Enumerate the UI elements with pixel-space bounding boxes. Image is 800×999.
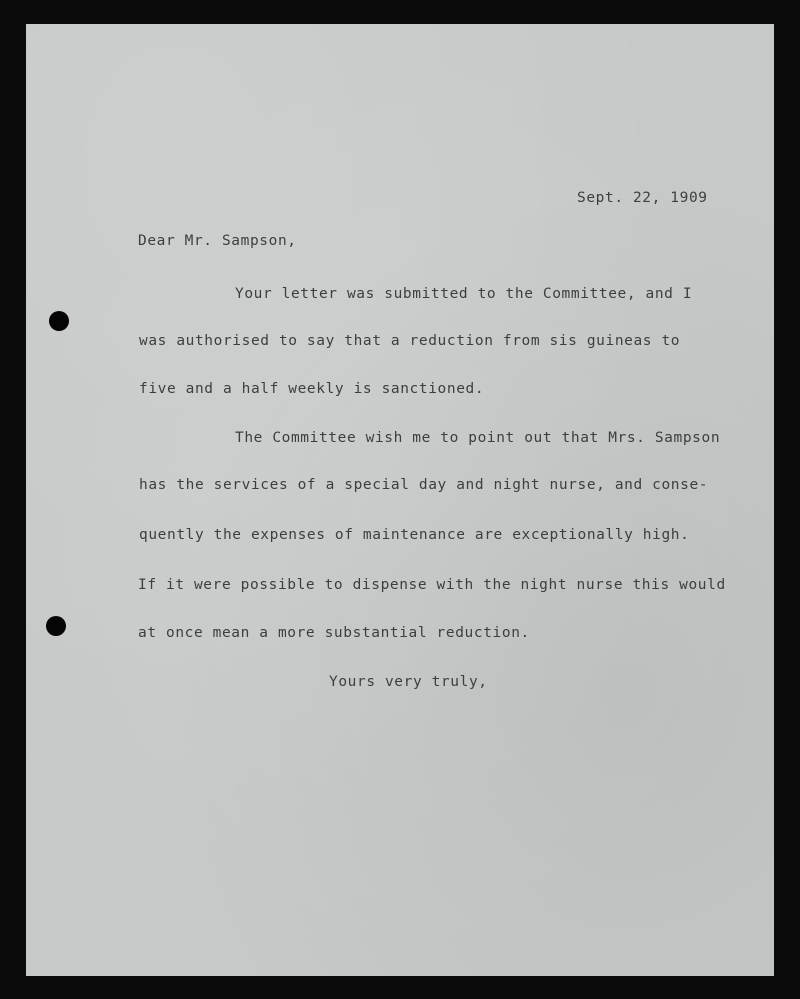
body-line-5: has the services of a special day and night nurse, and conse-	[139, 477, 709, 493]
body-line-4: The Committee wish me to point out that Mrs. Sampson	[235, 430, 721, 446]
body-line-7: If it were possible to dispense with the night nurse this would	[138, 577, 726, 593]
body-line-3: five and a half weekly is sanctioned.	[139, 381, 485, 397]
body-line-1: Your letter was submitted to the Committee, and I	[235, 286, 693, 302]
body-line-2: was authorised to say that a reduction from sis guineas to	[139, 333, 681, 349]
closing: Yours very truly,	[329, 674, 488, 690]
letter-date: Sept. 22, 1909	[577, 190, 708, 206]
salutation: Dear Mr. Sampson,	[138, 233, 297, 249]
body-line-6: quently the expenses of maintenance are exceptionally high.	[139, 527, 690, 543]
punch-hole-top	[49, 311, 69, 331]
punch-hole-bottom	[46, 616, 66, 636]
body-line-8: at once mean a more substantial reduction.	[138, 625, 530, 641]
letter-page	[26, 24, 774, 976]
